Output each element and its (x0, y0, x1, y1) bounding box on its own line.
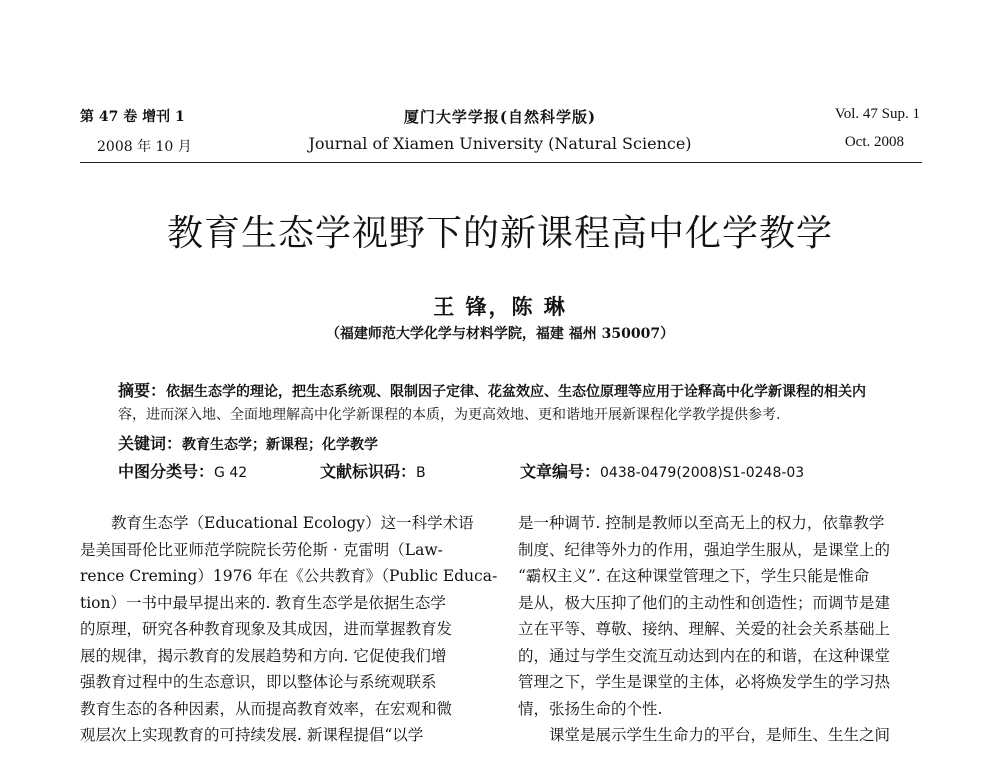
clc-number (118, 459, 247, 482)
volume-issue: 第 47 卷 增刊 1 (80, 109, 185, 125)
body-left-column (80, 510, 498, 749)
clc-value: G 42 (214, 465, 248, 481)
body-line: 教育生态的各种因素，从而提高教育效率，在宏观和微 (80, 699, 453, 718)
article-number-label: 文章编号： (520, 462, 601, 481)
body-line: 是从，极大压抑了他们的主动性和创造性；而调节是建 (518, 593, 891, 612)
body-line: 是一种调节. 控制是教师以至高无上的权力，依靠教学 (518, 514, 885, 532)
article-number (520, 459, 804, 482)
abstract-line-2: 容，进而深入地、全面地理解高中化学新课程的本质，为更高效地、更和谐地开展新课程化学教学提供参考. (118, 407, 781, 423)
clc-label: 中图分类号： (118, 462, 215, 481)
body-line: 展的规律，揭示教育的发展趋势和方向. 它促使我们增 (80, 646, 447, 665)
body-line: 是美国哥伦比亚师范学院院长劳伦斯 · 克雷明（Law- (80, 540, 443, 559)
body-line: 制度、纪律等外力的作用，强迫学生服从，是课堂上的 (518, 540, 891, 559)
header-rule (80, 162, 922, 163)
body-line: 强教育过程中的生态意识，即以整体论与系统观联系 (80, 673, 437, 691)
body-line: 立在平等、尊敬、接纳、理解、关爱的社会关系基础上 (518, 620, 891, 638)
article-title: 教育生态学视野下的新课程高中化学教学 (166, 213, 833, 254)
body-line: 课堂是展示学生生命力的平台，是师生、生生之间 (549, 726, 891, 744)
body-line: “霸权主义”. 在这种课堂管理之下，学生只能是惟命 (518, 567, 870, 585)
body-line: 的，通过与学生交流互动达到内在的和谐，在这种课堂 (518, 646, 891, 665)
doc-value: B (416, 465, 426, 481)
publication-date: 2008 年 10 月 (97, 139, 192, 155)
body-right-column (518, 510, 922, 749)
body-line: 教育生态学（Educational Ecology）这一科学术语 (111, 514, 474, 532)
keywords-value: 教育生态学；新课程；化学教学 (182, 437, 379, 453)
body-line: tion）一书中最早提出来的. 教育生态学是依据生态学 (80, 593, 446, 612)
keywords-label: 关键词： (118, 434, 183, 453)
abstract-label: 摘要： (118, 381, 167, 400)
journal-name-cn: 厦门大学学报(自然科学版) (403, 108, 597, 126)
doc-label: 文献标识码： (320, 462, 417, 481)
keywords-line (118, 431, 378, 454)
body-line: 的原理，研究各种教育现象及其成因，进而掌握教育发 (80, 620, 453, 638)
document-code (320, 459, 426, 482)
body-line: rence Creming）1976 年在《公共教育》（Public Educa- (80, 567, 498, 585)
journal-name-en: Journal of Xiamen University (Natural Science) (308, 134, 692, 153)
abstract-text-1: 依据生态学的理论，把生态系统观、限制因子定律、花盆效应、生态位原理等应用于诠释高中化学新课程的相关内 (166, 384, 867, 400)
publication-date-en: Oct. 2008 (844, 134, 904, 150)
body-line: 管理之下，学生是课堂的主体，必将焕发学生的学习热 (518, 673, 891, 691)
author-affiliation: （福建师范大学化学与材料学院，福建 福州 350007） (325, 326, 675, 342)
body-line: 情，张扬生命的个性. (518, 699, 663, 718)
volume-issue-en: Vol. 47 Sup. 1 (834, 106, 920, 122)
article-authors: 王 锋，陈 琳 (433, 294, 567, 319)
body-line: 观层次上实现教育的可持续发展. 新课程提倡“以学 (80, 726, 424, 744)
abstract-line-1 (118, 378, 866, 401)
article-number-value: 0438-0479(2008)S1-0248-03 (600, 465, 805, 481)
